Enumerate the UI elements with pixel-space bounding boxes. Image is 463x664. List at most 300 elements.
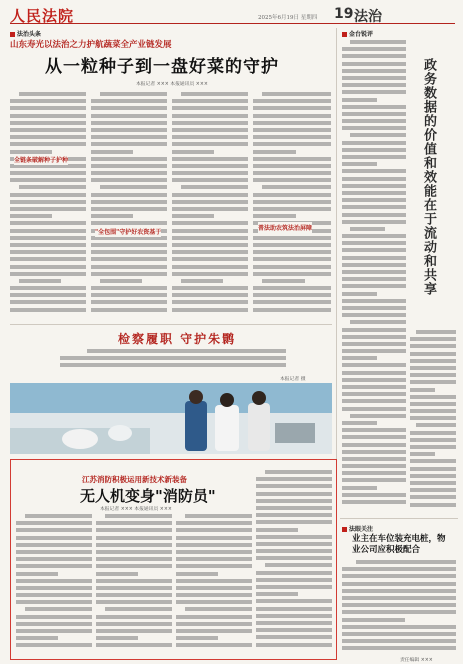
body-text-line [10, 178, 86, 182]
body-text-line [176, 615, 252, 619]
body-text-line [16, 536, 92, 540]
body-text-line [10, 135, 86, 139]
body-text-line [172, 157, 248, 161]
body-text-line [91, 164, 167, 168]
body-text-line [10, 207, 86, 211]
body-text-line [172, 106, 248, 110]
body-text-line [350, 414, 406, 418]
body-text-line [172, 229, 248, 233]
body-text-line [256, 592, 298, 596]
body-text-line [410, 380, 456, 384]
body-text-line [172, 121, 248, 125]
body-text-line [410, 445, 456, 449]
body-text-line [19, 92, 86, 96]
newspaper-logo: 人民法院 [10, 7, 75, 25]
body-text-line [256, 578, 332, 582]
body-text-line [253, 265, 331, 269]
body-text-line [181, 92, 248, 96]
body-text-line [91, 178, 167, 182]
body-text-line [16, 557, 92, 561]
body-text-line [172, 221, 248, 225]
body-text-line [16, 629, 92, 633]
body-text-line [342, 582, 456, 586]
body-text-line [10, 128, 86, 132]
body-text-line [172, 250, 248, 254]
body-text-line [342, 603, 456, 607]
body-text-line [176, 636, 218, 640]
body-text-line [342, 83, 406, 87]
body-text-line [16, 579, 92, 583]
body-text-line [253, 308, 331, 312]
body-text-line [172, 178, 248, 182]
body-text-line [253, 142, 331, 146]
body-text-line [16, 550, 92, 554]
body-text-line [60, 356, 286, 360]
body-text-line [91, 272, 167, 276]
body-text-line [91, 135, 167, 139]
body-text-line [185, 607, 252, 611]
body-text-line [253, 293, 331, 297]
body-text-line [253, 99, 331, 103]
issue-date: 2025年6月19日 星期四 [258, 15, 318, 21]
body-text-line [253, 250, 331, 254]
body-text-line [172, 135, 248, 139]
body-text-line [410, 366, 456, 370]
body-text-line [342, 385, 406, 389]
body-text-line [256, 635, 332, 639]
text-column [176, 514, 252, 656]
story-headline: 从一粒种子到一盘好菜的守护 [45, 57, 279, 77]
body-text-line [10, 214, 52, 218]
body-text-line [253, 128, 331, 132]
body-text-line [342, 596, 456, 600]
body-text-line [342, 220, 406, 224]
body-text-line [342, 169, 406, 173]
body-text-line [256, 556, 332, 560]
body-text-line [262, 92, 331, 96]
body-text-line [172, 99, 248, 103]
page-number: 19 [334, 6, 354, 22]
body-text-line [350, 133, 406, 137]
body-text-line [256, 614, 332, 618]
text-column [342, 560, 456, 655]
body-text-line [91, 257, 167, 261]
body-text-line [176, 600, 252, 604]
body-text-line [410, 452, 435, 456]
body-text-line [96, 536, 172, 540]
body-text-line [100, 185, 167, 189]
body-text-line [410, 416, 456, 420]
photo-credit: 本报记者 摄 [280, 377, 306, 382]
body-text-line [342, 421, 377, 425]
body-text-line [416, 330, 456, 334]
body-text-line [410, 488, 456, 492]
bottom-story-headline: 无人机变身"消防员" [80, 487, 216, 505]
body-text-line [342, 639, 456, 643]
body-text-line [172, 236, 248, 240]
body-text-line [342, 119, 406, 123]
subhead: "全包围"守护好农资基于 [95, 226, 161, 237]
body-text-line [342, 378, 406, 382]
body-text-line [410, 395, 456, 399]
body-text-line [342, 234, 406, 238]
body-text-line [342, 141, 406, 145]
body-text-line [342, 69, 406, 73]
body-text-line [253, 121, 331, 125]
body-text-line [342, 399, 406, 403]
body-text-line [410, 474, 456, 478]
body-text-line [172, 293, 248, 297]
body-text-line [91, 308, 167, 312]
text-column [410, 330, 456, 510]
body-text-line [256, 621, 332, 625]
body-text-line [350, 227, 385, 231]
section-name: 法治 [354, 9, 382, 25]
body-text-line [91, 300, 167, 304]
text-column [256, 470, 332, 656]
body-text-line [10, 265, 86, 269]
body-text-line [342, 407, 406, 411]
body-text-line [19, 185, 86, 189]
body-text-line [10, 250, 86, 254]
body-text-line [342, 471, 406, 475]
body-text-line [256, 599, 332, 603]
body-text-line [87, 349, 286, 353]
body-text-line [342, 292, 377, 296]
body-text-line [253, 207, 331, 211]
body-text-line [410, 467, 456, 471]
photo-zoo-keeper [10, 383, 332, 454]
body-text-line [176, 572, 218, 576]
body-text-line [60, 363, 286, 367]
body-text-line [342, 335, 406, 339]
body-text-line [253, 157, 331, 161]
body-text-line [10, 99, 86, 103]
body-text-line [16, 586, 92, 590]
body-text-line [342, 567, 456, 571]
body-text-line [91, 243, 167, 247]
column-divider [336, 28, 337, 520]
body-text-line [256, 542, 332, 546]
body-text-line [350, 320, 406, 324]
body-text-line [253, 214, 296, 218]
body-text-line [10, 243, 86, 247]
body-text-line [176, 536, 252, 540]
body-text-line [172, 114, 248, 118]
body-text-line [256, 607, 332, 611]
body-text-line [172, 214, 214, 218]
body-text-line [342, 646, 456, 650]
body-text-line [16, 643, 92, 647]
body-text-line [342, 464, 406, 468]
subhead: 普法助农筑法治屏障 [258, 222, 312, 233]
body-text-line [96, 586, 172, 590]
body-text-line [342, 632, 456, 636]
body-text-line [176, 586, 252, 590]
body-text-line [10, 272, 86, 276]
body-text-line [342, 356, 377, 360]
body-text-line [410, 481, 456, 485]
body-text-line [262, 185, 331, 189]
body-text-line [176, 557, 252, 561]
body-text-line [25, 514, 92, 518]
body-text-line [342, 500, 406, 504]
body-text-line [172, 286, 248, 290]
body-text-line [342, 155, 406, 159]
body-text-line [350, 40, 406, 44]
body-text-line [96, 557, 172, 561]
body-text-line [176, 579, 252, 583]
body-text-line [253, 178, 331, 182]
body-text-line [16, 564, 92, 568]
body-text-line [253, 300, 331, 304]
body-text-line [256, 549, 332, 553]
body-text-line [265, 470, 332, 474]
body-text-line [181, 279, 223, 283]
body-text-line [172, 200, 248, 204]
body-text-line [256, 506, 332, 510]
body-text-line [253, 236, 331, 240]
body-text-line [410, 438, 456, 442]
body-text-line [16, 622, 92, 626]
body-text-line [253, 164, 331, 168]
body-text-line [16, 543, 92, 547]
body-text-line [172, 207, 248, 211]
body-text-line [176, 521, 252, 525]
body-text-line [91, 293, 167, 297]
body-text-line [342, 392, 406, 396]
body-text-line [91, 193, 167, 197]
body-text-line [172, 308, 248, 312]
body-text-line [172, 193, 248, 197]
bottom-story-byline: 本报记者 ××× 本报通讯员 ××× [100, 507, 172, 512]
story-byline: 本报记者 ××× 本报通讯员 ××× [136, 82, 208, 87]
body-text-line [342, 205, 406, 209]
page-editor: 责任编辑 ××× [400, 658, 433, 663]
body-text-line [10, 229, 86, 233]
column-tag-legal-headline: 法治头条 [10, 29, 41, 38]
body-text-line [342, 98, 377, 102]
body-text-line [342, 625, 456, 629]
body-text-line [10, 114, 86, 118]
body-text-line [176, 550, 252, 554]
body-text-line [253, 193, 331, 197]
body-text-line [19, 279, 61, 283]
body-text-line [256, 535, 332, 539]
body-text-line [10, 293, 86, 297]
body-text-line [10, 257, 86, 261]
body-text-line [96, 593, 172, 597]
body-text-line [342, 299, 406, 303]
body-text-line [10, 106, 86, 110]
body-text-line [342, 256, 406, 260]
body-text-line [410, 352, 456, 356]
body-text-line [172, 265, 248, 269]
body-text-line [96, 543, 172, 547]
body-text-line [342, 284, 406, 288]
bottom-story-kicker: 江苏消防积极运用新技术新装备 [82, 475, 187, 484]
section-divider [340, 518, 458, 519]
body-text-line [91, 171, 167, 175]
body-text-line [176, 629, 252, 633]
body-text-line [342, 342, 406, 346]
body-text-line [91, 99, 167, 103]
body-text-line [176, 564, 252, 568]
masthead [10, 5, 455, 24]
body-text-line [16, 528, 92, 532]
body-text-line [342, 105, 406, 109]
body-text-line [176, 543, 252, 547]
body-text-line [96, 636, 138, 640]
body-text-line [265, 563, 332, 567]
body-text-line [342, 349, 406, 353]
body-text-line [172, 128, 248, 132]
text-column [172, 92, 248, 320]
body-text-line [256, 520, 332, 524]
body-text-line [96, 579, 172, 583]
body-text-line [262, 279, 305, 283]
body-text-line [176, 643, 252, 647]
body-text-line [342, 184, 406, 188]
body-text-line [256, 484, 332, 488]
body-text-line [96, 622, 172, 626]
body-text-line [91, 250, 167, 254]
body-text-line [10, 171, 86, 175]
body-text-line [91, 114, 167, 118]
body-text-line [256, 628, 332, 632]
body-text-line [410, 459, 456, 463]
body-text-line [172, 142, 248, 146]
body-text-line [342, 76, 406, 80]
body-text-line [342, 177, 406, 181]
body-text-line [342, 198, 406, 202]
column-tag-focus: 法眼关注 [342, 524, 373, 533]
body-text-line [410, 344, 456, 348]
body-text-line [91, 157, 167, 161]
body-text-line [105, 514, 172, 518]
body-text-line [105, 607, 172, 611]
body-text-line [342, 486, 377, 490]
photo-feature-title: 检察履职 守护朱鹮 [118, 332, 237, 346]
body-text-line [342, 90, 406, 94]
body-text-line [96, 572, 138, 576]
subhead: 全链条破解种子护种 [14, 154, 68, 165]
body-text-line [342, 428, 406, 432]
body-text-line [342, 213, 406, 217]
body-text-line [410, 495, 456, 499]
body-text-line [410, 409, 456, 413]
body-text-line [410, 503, 456, 507]
text-column [10, 92, 86, 320]
body-text-line [96, 643, 172, 647]
body-text-line [16, 600, 92, 604]
body-text-line [91, 128, 167, 132]
body-text-line [91, 286, 167, 290]
body-text-line [96, 528, 172, 532]
body-text-line [342, 589, 456, 593]
body-text-line [342, 263, 406, 267]
body-text-line [10, 286, 86, 290]
body-text-line [91, 221, 167, 225]
body-text-line [342, 126, 406, 130]
body-text-line [342, 270, 406, 274]
story-kicker: 山东寿光以法治之力护航蔬菜全产业链发展 [10, 40, 172, 50]
body-text-line [253, 106, 331, 110]
body-text-line [253, 200, 331, 204]
body-text-line [256, 528, 298, 532]
body-text-line [10, 150, 52, 154]
body-text-line [10, 236, 86, 240]
body-text-line [16, 572, 58, 576]
body-text-line [91, 207, 167, 211]
body-text-line [96, 521, 172, 525]
body-text-line [342, 54, 406, 58]
body-text-line [410, 388, 435, 392]
body-text-line [356, 560, 456, 564]
body-text-line [172, 164, 248, 168]
body-text-line [256, 571, 332, 575]
body-text-line [342, 313, 406, 317]
body-text-line [25, 607, 92, 611]
body-text-line [410, 373, 456, 377]
body-text-line [10, 200, 86, 204]
body-text-line [172, 257, 248, 261]
body-text-line [96, 600, 172, 604]
body-text-line [172, 300, 248, 304]
text-column [253, 92, 331, 320]
body-text-line [91, 150, 133, 154]
body-text-line [16, 593, 92, 597]
body-text-line [96, 550, 172, 554]
body-text-line [342, 618, 405, 622]
body-text-line [342, 450, 406, 454]
body-text-line [253, 135, 331, 139]
body-text-line [253, 257, 331, 261]
body-text-line [342, 478, 406, 482]
photo-caption-text [60, 349, 286, 371]
body-text-line [181, 185, 248, 189]
column-tag-commentary: 金台锐评 [342, 29, 373, 38]
body-text-line [16, 615, 92, 619]
body-text-line [342, 574, 456, 578]
body-text-line [172, 171, 248, 175]
text-column [16, 514, 92, 656]
body-text-line [100, 279, 142, 283]
body-text-line [176, 593, 252, 597]
body-text-line [96, 615, 172, 619]
body-text-line [256, 513, 332, 517]
section-divider [10, 324, 332, 325]
body-text-line [256, 643, 332, 647]
body-text-line [176, 528, 252, 532]
body-text-line [253, 243, 331, 247]
body-text-line [342, 248, 406, 252]
body-text-line [10, 300, 86, 304]
body-text-line [410, 337, 456, 341]
body-text-line [342, 610, 456, 614]
body-text-line [253, 286, 331, 290]
body-text-line [342, 148, 406, 152]
body-text-line [253, 272, 331, 276]
body-text-line [16, 521, 92, 525]
commentary-title: 政务数据的价值和效能在于流动和共享 [421, 58, 436, 296]
body-text-line [16, 636, 58, 640]
body-text-line [416, 423, 456, 427]
body-text-line [410, 402, 456, 406]
body-text-line [185, 514, 252, 518]
body-text-line [91, 214, 133, 218]
body-text-line [10, 308, 86, 312]
